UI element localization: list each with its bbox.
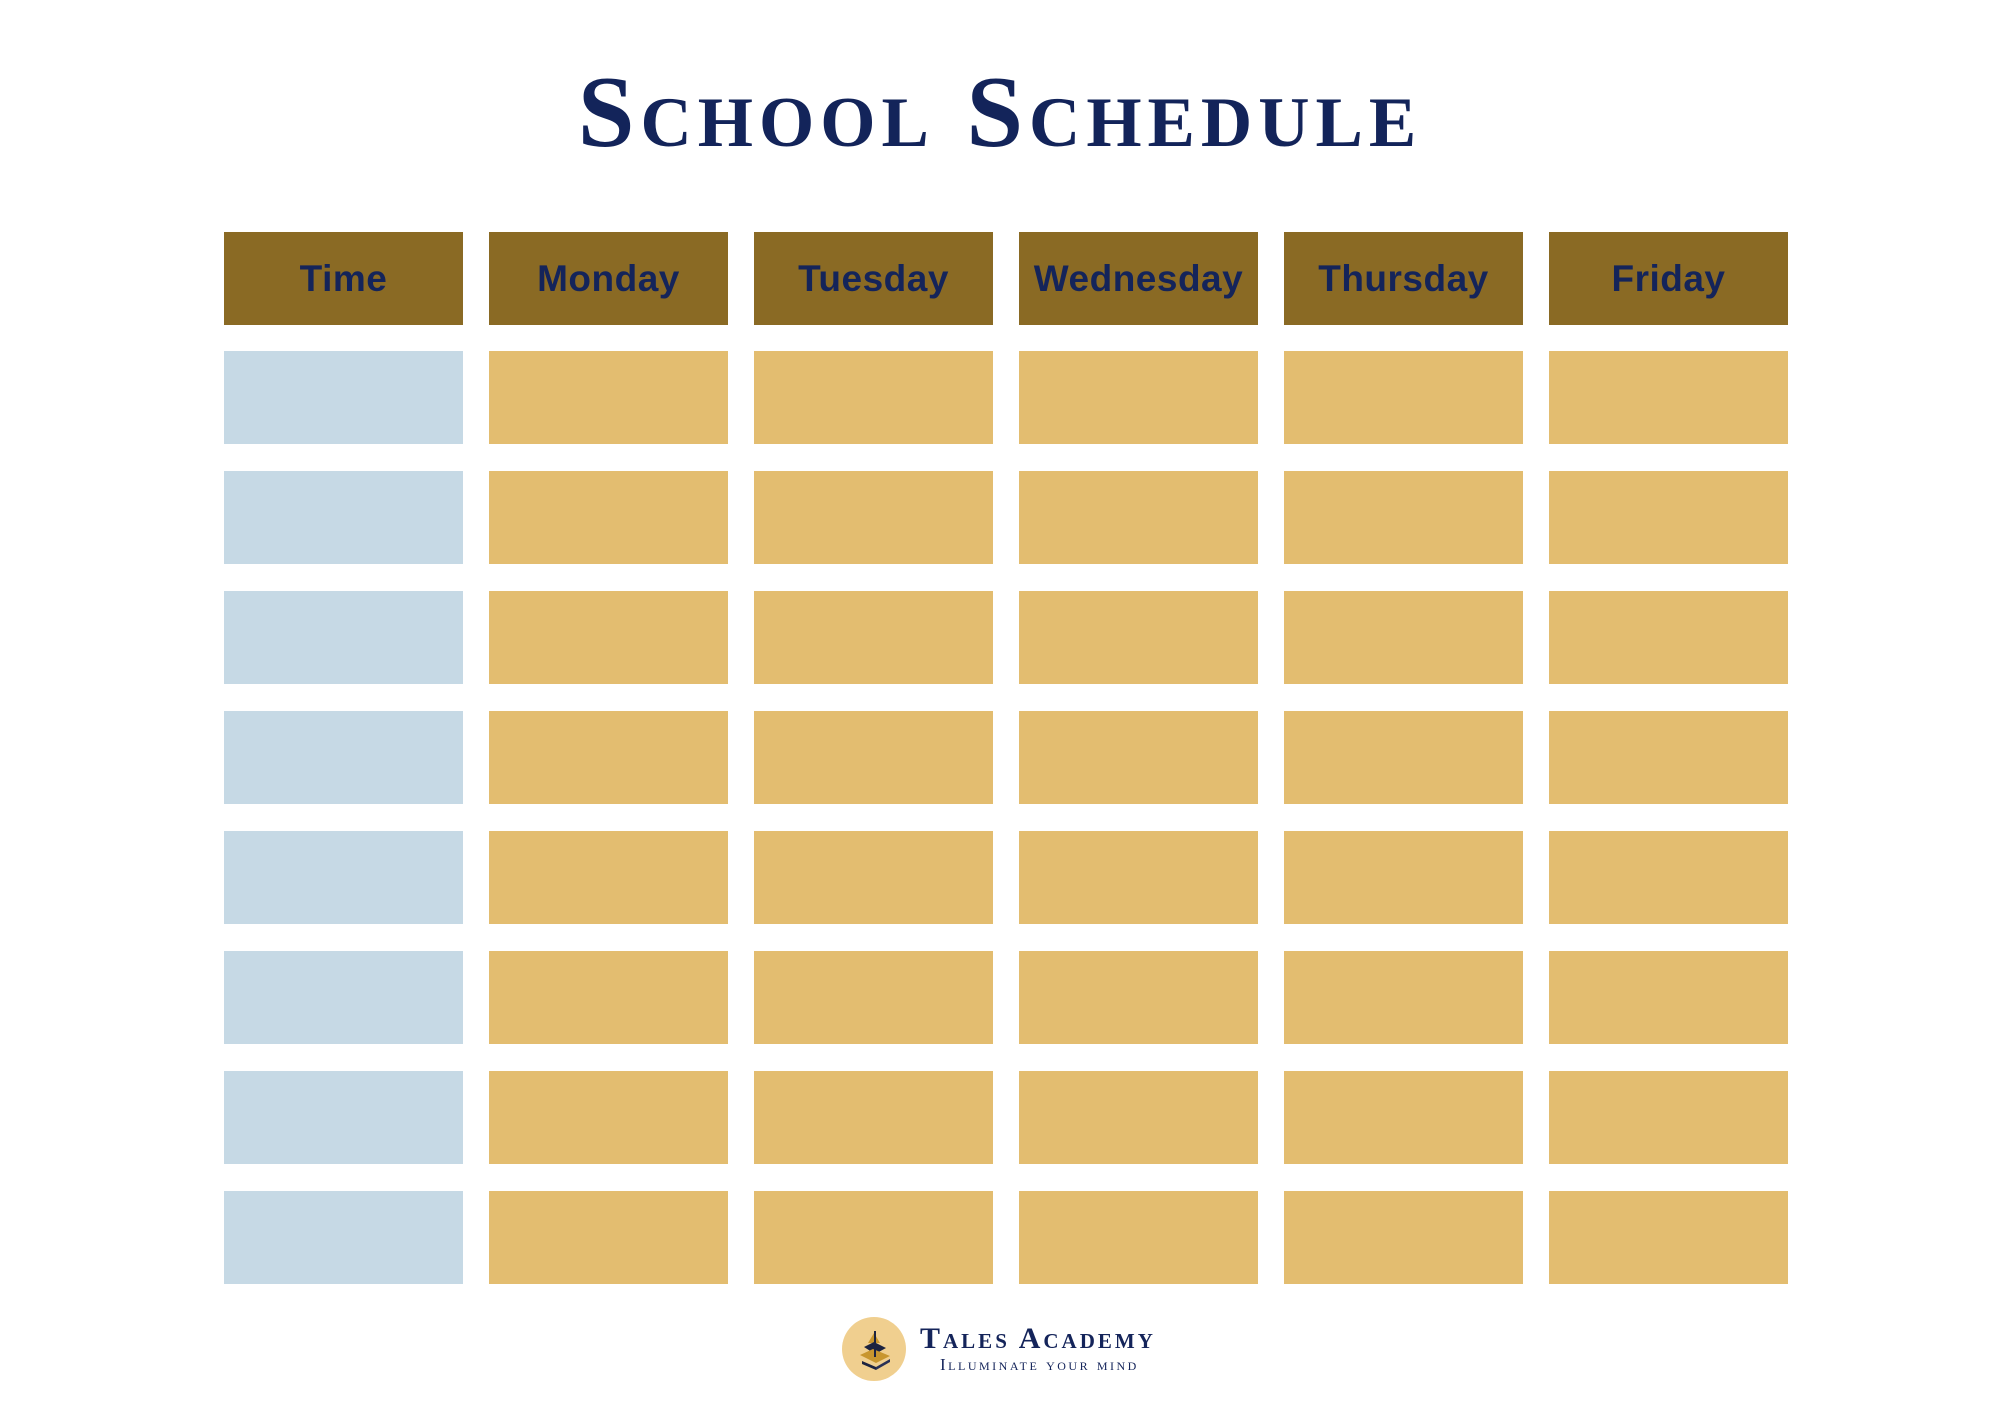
- schedule-cell-wednesday[interactable]: [1019, 1191, 1258, 1284]
- time-slot-cell[interactable]: [224, 951, 463, 1044]
- time-slot-cell[interactable]: [224, 1071, 463, 1164]
- schedule-cell-wednesday[interactable]: [1019, 951, 1258, 1044]
- schedule-cell-tuesday[interactable]: [754, 591, 993, 684]
- schedule-cell-thursday[interactable]: [1284, 351, 1523, 444]
- schedule-cell-friday[interactable]: [1549, 1191, 1788, 1284]
- time-slot-cell[interactable]: [224, 351, 463, 444]
- header-thursday: Thursday: [1284, 232, 1523, 325]
- schedule-cell-thursday[interactable]: [1284, 471, 1523, 564]
- schedule-cell-wednesday[interactable]: [1019, 831, 1258, 924]
- schedule-cell-wednesday[interactable]: [1019, 591, 1258, 684]
- schedule-cell-tuesday[interactable]: [754, 831, 993, 924]
- header-wednesday: Wednesday: [1019, 232, 1258, 325]
- schedule-cell-monday[interactable]: [489, 1071, 728, 1164]
- stacked-layers-icon: [842, 1317, 906, 1381]
- schedule-cell-monday[interactable]: [489, 711, 728, 804]
- schedule-cell-thursday[interactable]: [1284, 951, 1523, 1044]
- schedule-cell-friday[interactable]: [1549, 591, 1788, 684]
- schedule-cell-thursday[interactable]: [1284, 711, 1523, 804]
- time-slot-cell[interactable]: [224, 471, 463, 564]
- schedule-cell-wednesday[interactable]: [1019, 1071, 1258, 1164]
- schedule-cell-friday[interactable]: [1549, 351, 1788, 444]
- schedule-cell-tuesday[interactable]: [754, 1071, 993, 1164]
- brand-tagline: Illuminate your mind: [940, 1355, 1139, 1374]
- time-slot-cell[interactable]: [224, 1191, 463, 1284]
- schedule-cell-thursday[interactable]: [1284, 1191, 1523, 1284]
- schedule-cell-tuesday[interactable]: [754, 351, 993, 444]
- brand-name: Tales Academy: [920, 1322, 1156, 1355]
- schedule-cell-friday[interactable]: [1549, 951, 1788, 1044]
- schedule-cell-monday[interactable]: [489, 471, 728, 564]
- header-tuesday: Tuesday: [754, 232, 993, 325]
- schedule-cell-tuesday[interactable]: [754, 1191, 993, 1284]
- schedule-cell-monday[interactable]: [489, 351, 728, 444]
- schedule-cell-tuesday[interactable]: [754, 471, 993, 564]
- header-time: Time: [224, 232, 463, 325]
- schedule-cell-friday[interactable]: [1549, 711, 1788, 804]
- schedule-cell-wednesday[interactable]: [1019, 471, 1258, 564]
- schedule-cell-tuesday[interactable]: [754, 711, 993, 804]
- schedule-cell-friday[interactable]: [1549, 471, 1788, 564]
- schedule-cell-friday[interactable]: [1549, 831, 1788, 924]
- schedule-cell-thursday[interactable]: [1284, 1071, 1523, 1164]
- schedule-cell-monday[interactable]: [489, 831, 728, 924]
- schedule-cell-wednesday[interactable]: [1019, 711, 1258, 804]
- schedule-cell-wednesday[interactable]: [1019, 351, 1258, 444]
- time-slot-cell[interactable]: [224, 711, 463, 804]
- schedule-cell-monday[interactable]: [489, 951, 728, 1044]
- brand-footer: [842, 1317, 1156, 1381]
- schedule-header: [224, 232, 1788, 325]
- schedule-cell-tuesday[interactable]: [754, 951, 993, 1044]
- header-friday: Friday: [1549, 232, 1788, 325]
- page-title: School Schedule: [577, 56, 1423, 169]
- schedule-cell-monday[interactable]: [489, 1191, 728, 1284]
- time-slot-cell[interactable]: [224, 831, 463, 924]
- time-slot-cell[interactable]: [224, 591, 463, 684]
- schedule-cell-monday[interactable]: [489, 591, 728, 684]
- schedule-cell-friday[interactable]: [1549, 1071, 1788, 1164]
- schedule-grid: [224, 351, 1788, 1284]
- header-monday: Monday: [489, 232, 728, 325]
- schedule-cell-thursday[interactable]: [1284, 831, 1523, 924]
- schedule-cell-thursday[interactable]: [1284, 591, 1523, 684]
